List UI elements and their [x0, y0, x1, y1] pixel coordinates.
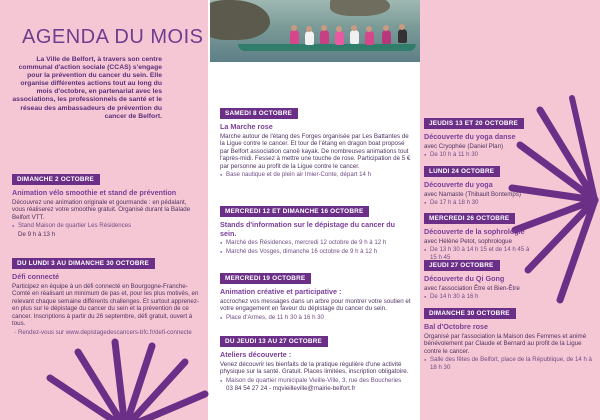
event-location: ● Base nautique et de plein air Imier-Conte, départ 14 h: [220, 171, 412, 178]
event-description: Participez en équipe à un défi connecté en Bourgogne-Franche-Comté en réalisant un minimum de pas et, pour les plus motivés, en relevant chaque semaine différents challenges. Et surtout apprenez-en plus sur le dépistage du cancer du sein et la prévention de ce cancer. Inscriptions à partir du 26 septembre, défi gratuit, ouvert à tous.: [12, 282, 199, 328]
date-banner: DIMANCHE 30 OCTOBRE: [424, 308, 516, 319]
event-location: ● Maison de quartier municipale Vieille-Ville, 3, rue des Boucheries: [220, 377, 412, 384]
intro-text: La Ville de Belfort, à travers son centre communal d'action sociale (CCAS) s'engage pour la prévention du cancer du sein. Elle organise différentes actions tout au long du mois d'octobre, en partenariat avec les associations, les professionnels de santé et le réseau des ambassadeurs de prévention du cancer de Belfort.: [12, 56, 162, 120]
event-time: ● De 14 h 30 à 16 h: [424, 293, 534, 300]
event-block-right-5: [424, 302, 596, 371]
event-title: Défi connecté: [12, 272, 60, 281]
event-block-right-2: [424, 160, 534, 207]
event-time: ● De 10 h à 11 h 30: [424, 151, 536, 158]
event-location: ● Place d'Armes, de 11 h 30 à 16 h 30: [220, 314, 412, 321]
event-title: Bal d'Octobre rose: [424, 322, 489, 331]
starburst-bottom-left: [40, 338, 210, 420]
event-block-mid-1: [220, 102, 412, 179]
date-banner: DU JEUDI 13 AU 27 OCTOBRE: [220, 336, 328, 347]
event-location: ● Marché des Résidences, mercredi 12 octobre de 9 h à 12 h: [220, 239, 412, 246]
event-block-left-2: [12, 252, 202, 336]
event-location: ● Marché des Vosges, dimanche 16 octobre de 9 h à 12 h: [220, 248, 412, 255]
date-banner: JEUDI 27 OCTOBRE: [424, 260, 500, 271]
event-title: La Marche rose: [220, 122, 273, 131]
date-banner: JEUDIS 13 ET 20 OCTOBRE: [424, 118, 524, 129]
date-banner: DIMANCHE 2 OCTOBRE: [12, 174, 100, 185]
date-banner: DU LUNDI 3 AU DIMANCHE 30 OCTOBRE: [12, 258, 155, 269]
event-title: Découverte du yoga danse: [424, 132, 516, 141]
event-description: Découvrez une animation originale et gourmande : en pédalant, vous réaliserez votre smoothie gratuit. Organisé durant la Balade Belfort VTT.: [12, 198, 191, 221]
dragon-boat-photo: [210, 0, 420, 62]
date-banner: SAMEDI 8 OCTOBRE: [220, 108, 298, 119]
event-description: Organisé par l'association la Maison des Femmes et animé bénévolement par Claude et Bernard au profit de la Ligue contre le cancer.: [424, 332, 587, 355]
event-title: Stands d'information sur le dépistage du cancer du sein.: [220, 220, 396, 238]
event-time: ● De 17 h à 18 h 30: [424, 199, 534, 206]
event-block-mid-2: [220, 200, 412, 255]
date-banner: MERCREDI 26 OCTOBRE: [424, 213, 515, 224]
event-block-right-4: [424, 254, 534, 301]
date-banner: MERCREDI 19 OCTOBRE: [220, 273, 311, 284]
event-title: Découverte du Qi Gong: [424, 274, 505, 283]
event-host: avec l'association Être et Bien-Être: [424, 284, 520, 292]
event-host: avec Hélène Petot, sophrologue: [424, 237, 513, 245]
event-description: accrochez vos messages dans un arbre pour montrer votre soutien et votre engagement en faveur du dépistage du cancer du sein.: [220, 297, 411, 313]
event-title: Animation vélo smoothie et stand de prévention: [12, 188, 177, 197]
event-link[interactable]: → Rendez-vous sur www.depistagedescancers-bfc.fr/defi-connecte: [12, 329, 202, 336]
date-banner: MERCREDI 12 ET DIMANCHE 16 OCTOBRE: [220, 206, 369, 217]
event-title: Animation créative et participative :: [220, 287, 342, 296]
event-block-mid-4: [220, 330, 412, 393]
page-title: AGENDA DU MOIS: [22, 26, 204, 48]
event-title: Découverte de la sophrologie: [424, 227, 525, 236]
event-title: Ateliers découverte :: [220, 350, 292, 359]
event-time: ● De 13 h 30 à 14 h 15 et de 14 h 45 à 15 h 45: [424, 246, 536, 261]
event-contact[interactable]: 03 84 54 27 24 - mqvieilleville@mairie-belfort.fr: [226, 385, 356, 392]
event-block-left-1: [12, 168, 200, 238]
event-block-right-1: [424, 112, 536, 159]
event-description: Marche autour de l'étang des Forges organisée par Les Battantes de la Ligue contre le cancer. Et tour de l'étang en dragon boat proposé par Belfort association canoë kayak. De nombreuses animations tout l'après-midi. Fessez à mettre une touche de rose. Participation de 5 € par personne au profit de la Ligue contre le cancer.: [220, 132, 411, 170]
date-banner: LUNDI 24 OCTOBRE: [424, 166, 500, 177]
event-host: avec Cryophée (Daniel Plan): [424, 142, 504, 150]
event-location: ● Salle des fêtes de Belfort, place de la République, de 14 h à 18 h 30: [424, 356, 596, 371]
event-host: avec Namaste (Thibault Bontemps): [424, 190, 521, 198]
event-location: ● Stand Maison de quartier Les Résidences: [12, 222, 200, 229]
event-block-right-3: [424, 207, 536, 261]
event-block-mid-3: [220, 267, 412, 321]
event-time: De 9 h à 13 h: [18, 230, 56, 238]
event-title: Découverte du yoga: [424, 180, 493, 189]
event-description: Venez découvrir les bienfaits de la pratique régulière d'une activité physique sur la santé. Gratuit. Places limitées, inscription obligatoire.: [220, 360, 409, 376]
